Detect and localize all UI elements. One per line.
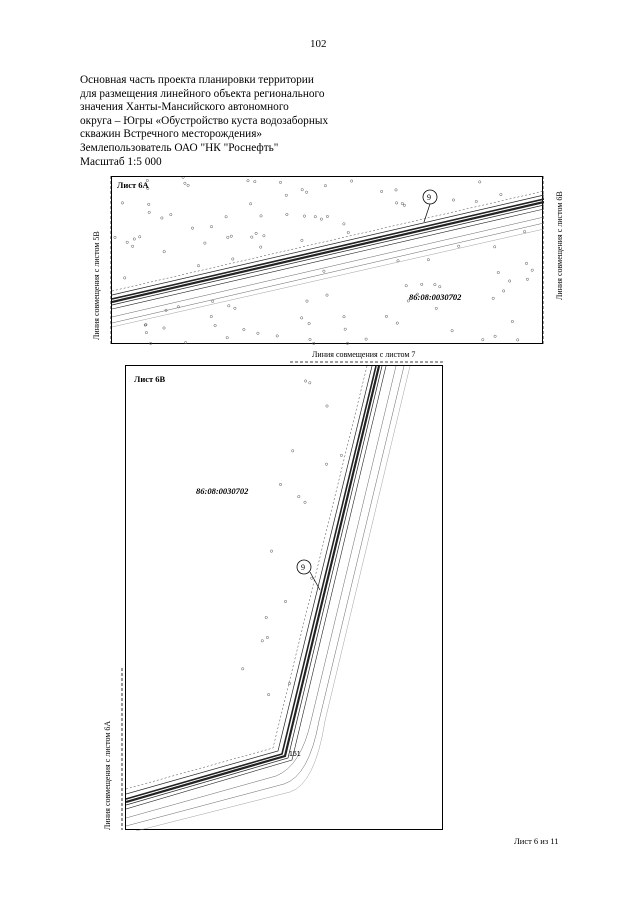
vegetation-symbol — [508, 280, 510, 282]
vegetation-symbol — [276, 335, 278, 337]
title-line: для размещения линейного объекта регионального — [80, 87, 325, 100]
vegetation-symbol — [526, 278, 528, 280]
vegetation-symbol — [114, 236, 116, 238]
vegetation-symbol — [126, 241, 128, 243]
alignment-label-left-6b: Линия совмещения с листом 6А — [103, 720, 112, 830]
vegetation-symbol — [525, 262, 527, 264]
vegetation-symbol — [228, 305, 230, 307]
vegetation-symbol — [365, 338, 367, 340]
sheet-6a-drawing — [112, 177, 544, 345]
vegetation-symbol — [163, 250, 165, 252]
vegetation-symbol — [434, 283, 436, 285]
vegetation-symbol — [170, 213, 172, 215]
vegetation-symbol — [314, 216, 316, 218]
alignment-label-right: Линия совмещения с листом 6В — [555, 191, 564, 300]
vegetation-symbol — [380, 190, 382, 192]
vegetation-symbol — [309, 382, 311, 384]
vegetation-symbol — [260, 246, 262, 248]
vegetation-symbol — [304, 501, 306, 503]
vegetation-symbol — [405, 285, 407, 287]
vegetation-symbol — [421, 283, 423, 285]
vegetation-symbol — [324, 185, 326, 187]
vegetation-symbol — [226, 337, 228, 339]
vegetation-symbol — [451, 330, 453, 332]
vegetation-symbol — [251, 236, 253, 238]
vegetation-symbol — [279, 483, 281, 485]
vegetation-symbol — [403, 204, 405, 206]
vegetation-symbol — [344, 328, 346, 330]
vegetation-symbol — [266, 636, 268, 638]
vegetation-symbol — [184, 182, 186, 184]
vegetation-symbol — [340, 454, 342, 456]
vegetation-symbol — [230, 235, 232, 237]
marker-label: 9 — [301, 563, 305, 572]
vegetation-symbol — [517, 339, 519, 341]
vegetation-symbol — [148, 203, 150, 205]
vegetation-symbol — [197, 265, 199, 267]
sheet-6a-map — [111, 176, 543, 344]
vegetation-symbol — [325, 463, 327, 465]
vegetation-symbol — [148, 211, 150, 213]
vegetation-symbol — [502, 290, 504, 292]
vegetation-symbol — [254, 180, 256, 182]
vegetation-symbol — [452, 199, 454, 201]
vegetation-symbol — [214, 324, 216, 326]
vegetation-symbol — [204, 242, 206, 244]
vegetation-symbol — [531, 269, 533, 271]
marker-label: 9 — [427, 193, 431, 202]
vegetation-symbol — [494, 246, 496, 248]
vegetation-symbol — [270, 550, 272, 552]
vegetation-symbol — [191, 227, 193, 229]
vegetation-symbol — [133, 238, 135, 240]
title-line: значения Ханты-Мансийского автономного — [80, 101, 289, 114]
vegetation-symbol — [395, 189, 397, 191]
vegetation-symbol — [285, 194, 287, 196]
sheet-label: Лист 6А — [117, 180, 149, 190]
vegetation-symbol — [232, 258, 234, 260]
vegetation-symbol — [439, 286, 441, 288]
vegetation-symbol — [187, 184, 189, 186]
vegetation-symbol — [260, 215, 262, 217]
page-number: 102 — [310, 38, 327, 50]
vegetation-symbol — [397, 260, 399, 262]
vegetation-symbol — [242, 668, 244, 670]
vegetation-symbol — [500, 193, 502, 195]
vegetation-symbol — [346, 342, 348, 344]
vegetation-symbol — [313, 342, 315, 344]
vegetation-symbol — [261, 640, 263, 642]
vegetation-symbol — [182, 177, 184, 178]
vegetation-symbol — [305, 191, 307, 193]
vegetation-symbol — [458, 245, 460, 247]
vegetation-symbol — [161, 217, 163, 219]
vegetation-symbol — [306, 300, 308, 302]
vegetation-symbol — [401, 202, 403, 204]
vegetation-symbol — [303, 215, 305, 217]
vegetation-symbol — [121, 202, 123, 204]
vegetation-symbol — [227, 236, 229, 238]
vegetation-symbol — [494, 335, 496, 337]
vegetation-symbol — [326, 215, 328, 217]
vegetation-symbol — [298, 495, 300, 497]
vegetation-symbol — [347, 231, 349, 233]
vegetation-symbol — [124, 277, 126, 279]
vegetation-symbol — [243, 328, 245, 330]
vegetation-symbol — [323, 270, 325, 272]
vegetation-symbol — [492, 297, 494, 299]
vegetation-symbol — [249, 203, 251, 205]
sheet-6b-drawing — [126, 366, 444, 831]
vegetation-symbol — [149, 342, 151, 344]
title-line: скважин Встречного месторождения» — [80, 128, 263, 141]
vegetation-symbol — [482, 339, 484, 341]
vegetation-symbol — [255, 232, 257, 234]
vegetation-symbol — [479, 181, 481, 183]
vegetation-symbol — [350, 180, 352, 182]
vegetation-symbol — [184, 341, 186, 343]
sheet-label: Лист 6В — [134, 374, 166, 384]
vegetation-symbol — [301, 189, 303, 191]
vegetation-symbol — [163, 327, 165, 329]
parcel-number: 86:08:0030702 — [196, 486, 249, 496]
vegetation-symbol — [247, 179, 249, 181]
vegetation-symbol — [396, 322, 398, 324]
title-line: округа – Югры «Обустройство куста водозаборных — [80, 114, 329, 127]
vegetation-symbol — [301, 239, 303, 241]
vegetation-symbol — [523, 230, 525, 232]
vegetation-symbol — [308, 322, 310, 324]
vegetation-symbol — [263, 235, 265, 237]
vegetation-symbol — [225, 216, 227, 218]
sheet-counter: Лист 6 из 11 — [514, 836, 559, 846]
vegetation-symbol — [497, 271, 499, 273]
vegetation-symbol — [210, 226, 212, 228]
vegetation-symbol — [304, 380, 306, 382]
vegetation-symbol — [475, 200, 477, 202]
vegetation-symbol — [286, 213, 288, 215]
sheet-6b-map — [125, 365, 443, 830]
vegetation-symbol — [279, 181, 281, 183]
vegetation-symbol — [265, 616, 267, 618]
alignment-label-left: Линия совмещения с листом 5В — [92, 231, 101, 340]
vegetation-symbol — [300, 317, 302, 319]
vegetation-symbol — [343, 223, 345, 225]
vegetation-symbol — [343, 315, 345, 317]
vegetation-symbol — [385, 315, 387, 317]
title-line: Землепользователь ОАО "НК "Роснефть" — [80, 141, 279, 154]
vegetation-symbol — [210, 315, 212, 317]
vegetation-symbol — [292, 450, 294, 452]
vegetation-symbol — [311, 577, 313, 579]
vegetation-symbol — [395, 202, 397, 204]
vegetation-symbol — [320, 218, 322, 220]
vegetation-symbol — [284, 600, 286, 602]
vegetation-symbol — [288, 682, 290, 684]
vegetation-symbol — [511, 320, 513, 322]
vegetation-symbol — [326, 405, 328, 407]
vegetation-symbol — [131, 245, 133, 247]
title-line: Масштаб 1:5 000 — [80, 155, 162, 168]
alignment-label-top: Линия совмещения с листом 7 — [312, 350, 416, 359]
vegetation-symbol — [257, 332, 259, 334]
vegetation-symbol — [145, 331, 147, 333]
parcel-number: 86:08:0030702 — [409, 292, 462, 302]
vegetation-symbol — [234, 307, 236, 309]
title-line: Основная часть проекта планировки территории — [80, 74, 314, 86]
vegetation-symbol — [267, 693, 269, 695]
vegetation-symbol — [326, 294, 328, 296]
point-label: 151 — [289, 751, 301, 758]
vegetation-symbol — [435, 307, 437, 309]
vegetation-symbol — [309, 338, 311, 340]
vegetation-symbol — [139, 236, 141, 238]
vegetation-symbol — [211, 300, 213, 302]
vegetation-symbol — [427, 259, 429, 261]
